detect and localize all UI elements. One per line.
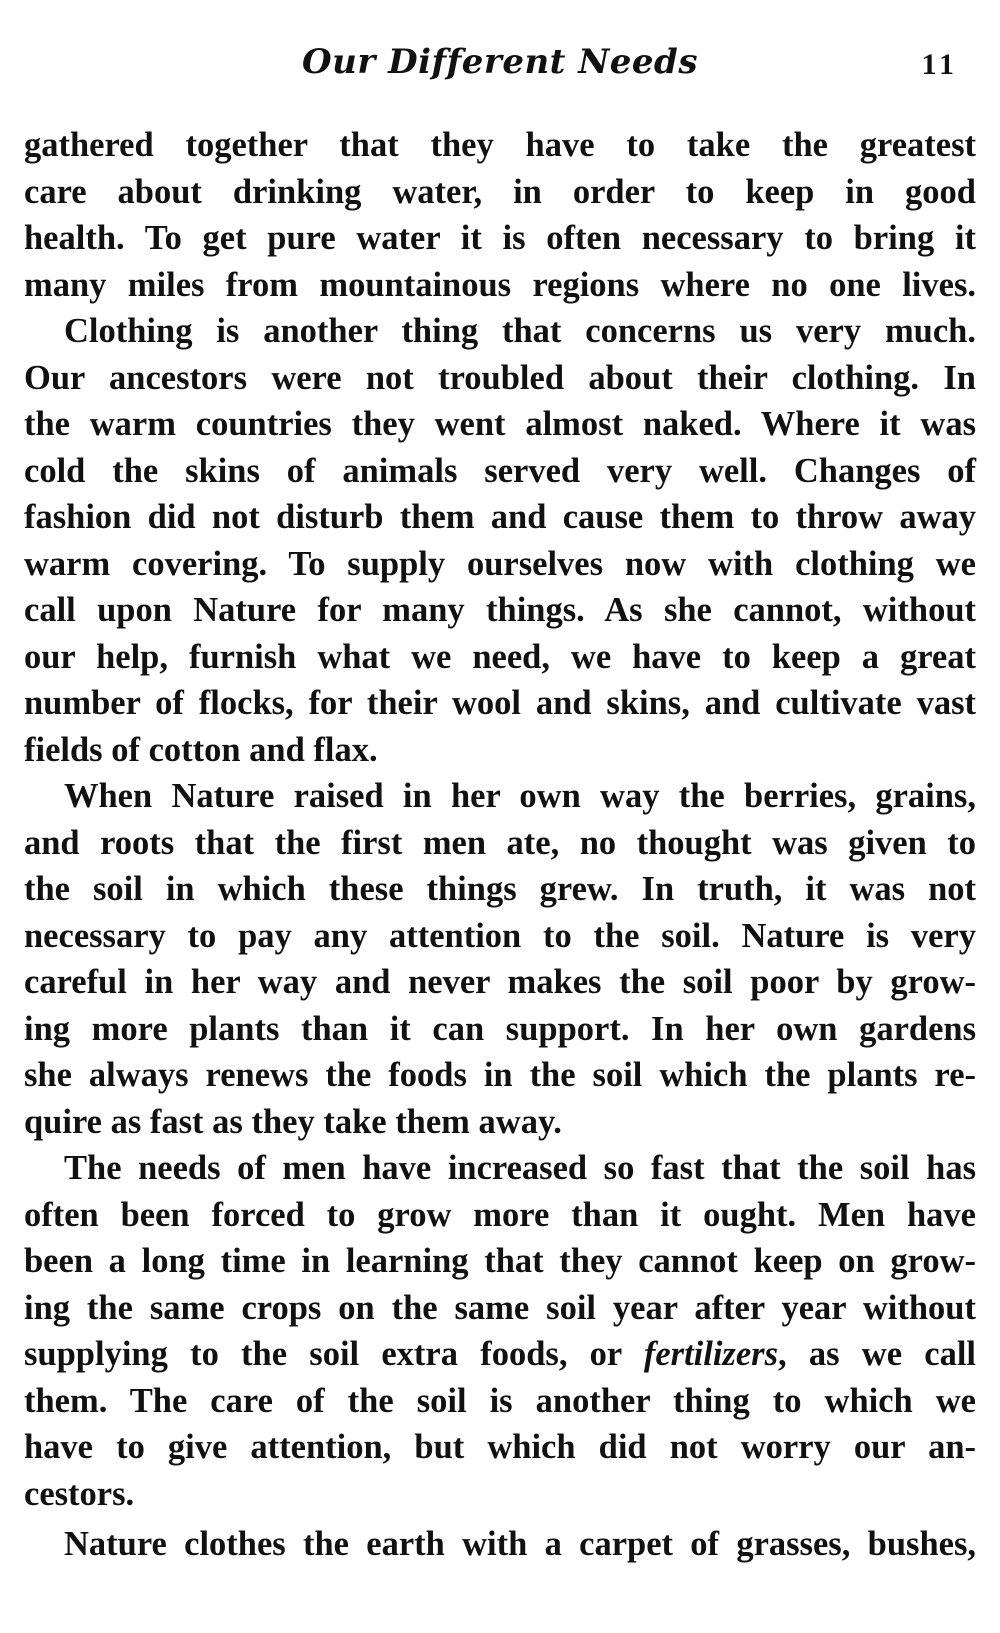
text-line: our help, furnish what we need, we have to keep a great bbox=[24, 637, 976, 676]
text-line: been a long time in learning that they cannot keep on grow- bbox=[24, 1242, 976, 1280]
text-line: Our ancestors were not troubled about their clothing. In bbox=[24, 358, 976, 397]
text-line: the soil in which these things grew. In truth, it was not bbox=[24, 870, 976, 908]
text-line: the warm countries they went almost naked. Where it was bbox=[24, 405, 976, 443]
text-line: fashion did not disturb them and cause them to throw away bbox=[24, 498, 976, 536]
paragraph-5 bbox=[24, 1521, 976, 1568]
text-line: quire as fast as they take them away. bbox=[24, 1102, 562, 1141]
text-line: Clothing is another thing that concerns us very much. bbox=[64, 312, 976, 350]
text-line: health. To get pure water it is often necessary to bring it bbox=[24, 219, 976, 257]
running-head bbox=[0, 42, 1000, 92]
text-line: call upon Nature for many things. As she cannot, without bbox=[24, 591, 976, 629]
text-line: warm covering. To supply ourselves now with clothing we bbox=[24, 544, 976, 583]
text-line: cold the skins of animals served very well. Changes of bbox=[24, 451, 976, 490]
text-line: Nature clothes the earth with a carpet of grasses, bushes, bbox=[64, 1525, 976, 1563]
text-line: gathered together that they have to take the greatest bbox=[24, 126, 976, 164]
text-line: and roots that the first men ate, no thought was given to bbox=[24, 823, 976, 862]
text-line: ing the same crops on the same soil year after year without bbox=[24, 1288, 976, 1327]
running-title: Our Different Needs bbox=[302, 42, 698, 82]
text-segment: , as we call bbox=[778, 1335, 977, 1373]
text-line: care about drinking water, in order to keep in good bbox=[24, 172, 976, 211]
paragraph-2 bbox=[24, 308, 976, 773]
text-line: often been forced to grow more than it ought. Men have bbox=[24, 1195, 976, 1234]
text-line: many miles from mountainous regions where no one lives. bbox=[24, 265, 976, 304]
text-line-with-emphasis bbox=[24, 1331, 976, 1378]
text-line: careful in her way and never makes the soil poor by grow- bbox=[24, 963, 976, 1001]
text-line: them. The care of the soil is another thing to which we bbox=[24, 1381, 976, 1420]
text-line: have to give attention, but which did not worry our an- bbox=[24, 1428, 976, 1466]
body-text bbox=[24, 122, 976, 1568]
text-line: necessary to pay any attention to the soil. Nature is very bbox=[24, 916, 976, 955]
text-line: fields of cotton and flax. bbox=[24, 730, 378, 769]
text-line: cestors. bbox=[24, 1474, 135, 1513]
paragraph-3 bbox=[24, 773, 976, 1145]
paragraph-1 bbox=[24, 122, 976, 308]
emphasis-fertilizers: fertilizers bbox=[643, 1335, 779, 1373]
paragraph-4 bbox=[24, 1145, 976, 1517]
text-line: number of flocks, for their wool and skins, and cultivate vast bbox=[24, 684, 976, 722]
text-line: The needs of men have increased so fast that the soil has bbox=[64, 1149, 976, 1187]
page-number: 11 bbox=[921, 48, 958, 81]
text-segment: supplying to the soil extra foods, or bbox=[24, 1335, 644, 1373]
text-line: When Nature raised in her own way the berries, grains, bbox=[64, 777, 976, 815]
text-line: she always renews the foods in the soil which the plants re- bbox=[24, 1056, 976, 1094]
text-line: ing more plants than it can support. In her own gardens bbox=[24, 1009, 976, 1048]
